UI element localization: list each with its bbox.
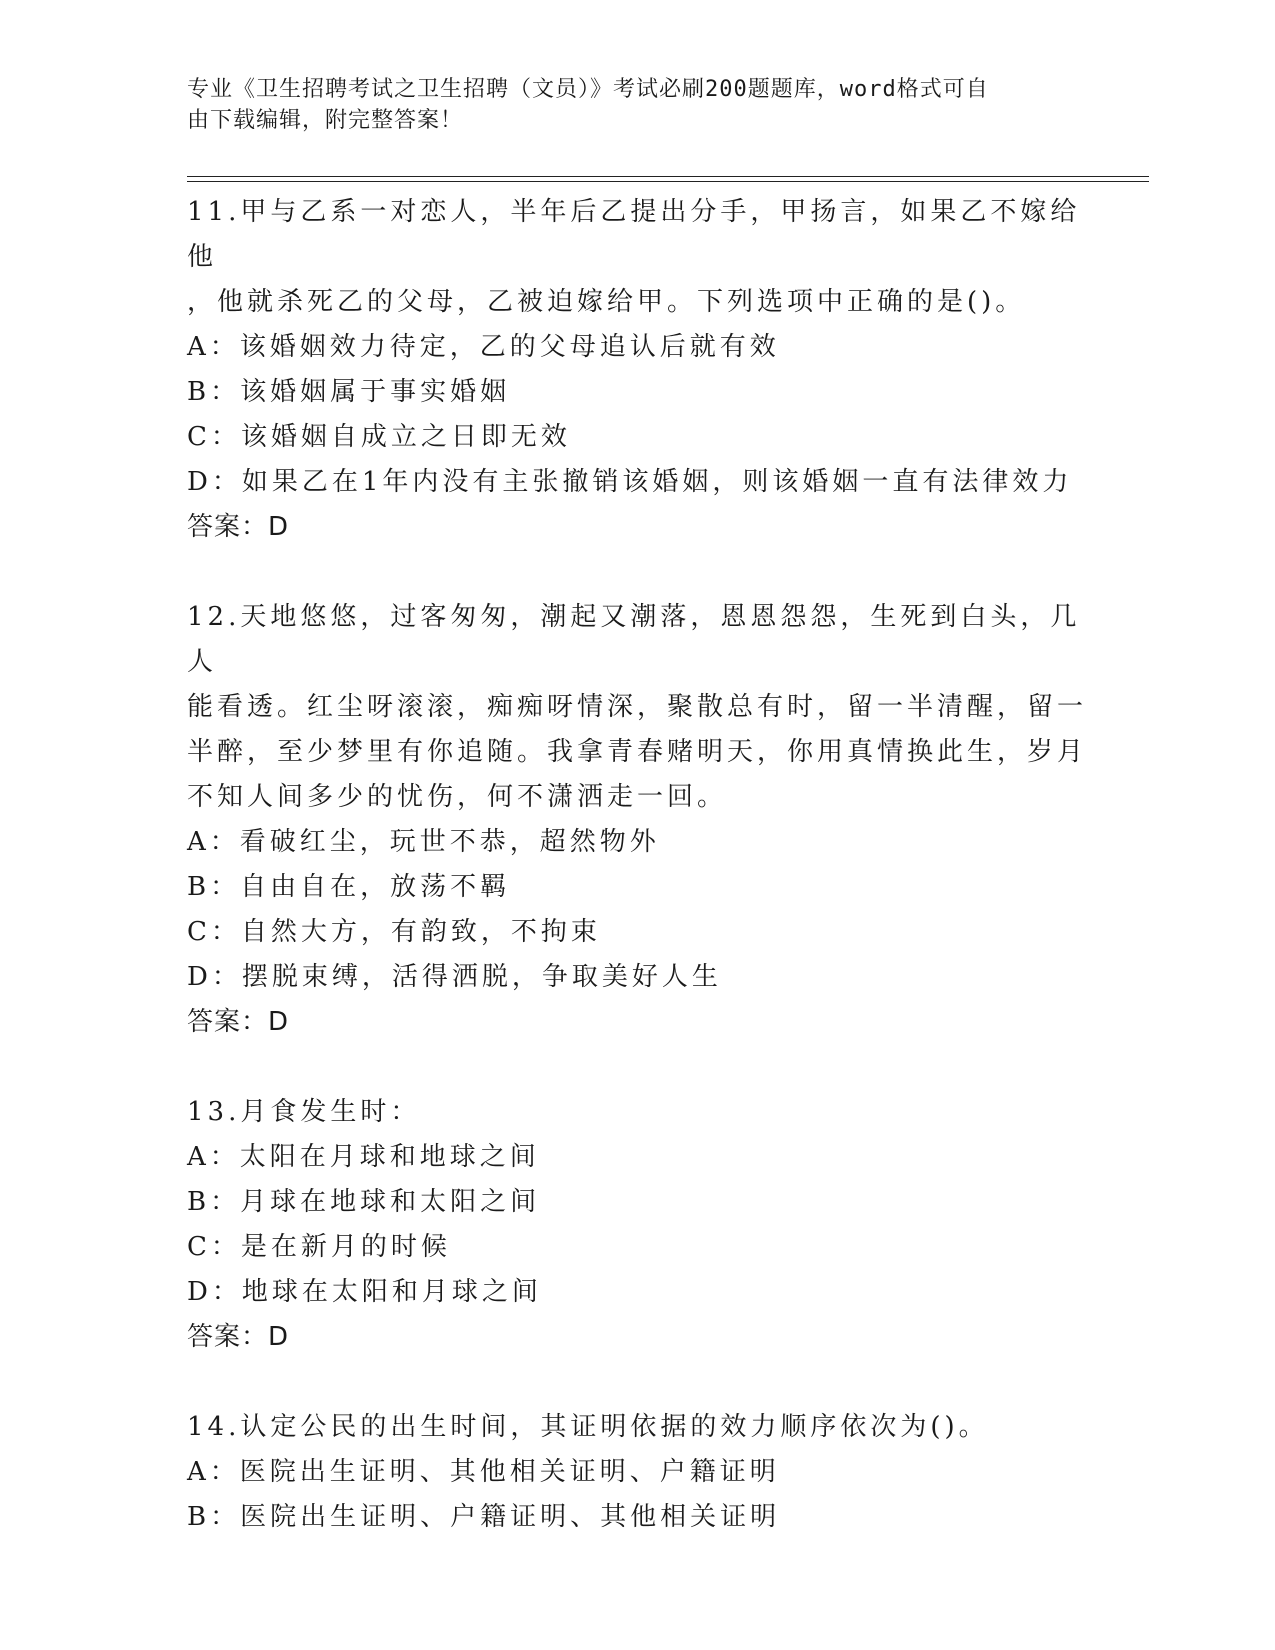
header-divider-bottom bbox=[187, 181, 1149, 182]
option-a: A：看破红尘，玩世不恭，超然物外 bbox=[187, 827, 660, 857]
option-b: B：医院出生证明、户籍证明、其他相关证明 bbox=[187, 1502, 781, 1532]
option-a: A：该婚姻效力待定，乙的父母追认后就有效 bbox=[187, 332, 780, 362]
question-stem-line: 能看透。红尘呀滚滚，痴痴呀情深，聚散总有时，留一半清醒，留一 bbox=[187, 692, 1088, 722]
header-line-1: 专业《卫生招聘考试之卫生招聘（文员）》考试必刷200题题库，word格式可自 bbox=[187, 77, 989, 102]
question-14 bbox=[187, 1405, 1087, 1540]
question-stem-line: 12.天地悠悠，过客匆匆，潮起又潮落，恩恩怨怨，生死到白头，几人 bbox=[187, 602, 1081, 677]
option-d: D：如果乙在1年内没有主张撤销该婚姻，则该婚姻一直有法律效力 bbox=[187, 467, 1073, 497]
question-13 bbox=[187, 1090, 1087, 1360]
question-stem-line: ，他就杀死乙的父母，乙被迫嫁给甲。下列选项中正确的是()。 bbox=[187, 287, 1026, 317]
option-c: C：该婚姻自成立之日即无效 bbox=[187, 422, 571, 452]
spacer bbox=[187, 550, 1087, 595]
question-list bbox=[187, 190, 1087, 1540]
document-header bbox=[187, 74, 1067, 136]
answer: 答案：D bbox=[187, 1322, 290, 1352]
header-line-2: 由下载编辑，附完整答案！ bbox=[187, 108, 464, 133]
spacer bbox=[187, 1360, 1087, 1405]
option-b: B：月球在地球和太阳之间 bbox=[187, 1187, 541, 1217]
answer: 答案：D bbox=[187, 1007, 290, 1037]
question-12 bbox=[187, 595, 1087, 1045]
question-stem-line: 11.甲与乙系一对恋人，半年后乙提出分手，甲扬言，如果乙不嫁给他 bbox=[187, 197, 1081, 272]
option-b: B：该婚姻属于事实婚姻 bbox=[187, 377, 511, 407]
question-stem-line: 13.月食发生时： bbox=[187, 1097, 421, 1127]
option-a: A：太阳在月球和地球之间 bbox=[187, 1142, 540, 1172]
question-stem-line: 半醉，至少梦里有你追随。我拿青春赌明天，你用真情换此生，岁月 bbox=[187, 737, 1088, 767]
option-c: C：自然大方，有韵致，不拘束 bbox=[187, 917, 601, 947]
question-stem-line: 14.认定公民的出生时间，其证明依据的效力顺序依次为()。 bbox=[187, 1412, 989, 1442]
question-stem-line: 不知人间多少的忧伤，何不潇洒走一回。 bbox=[187, 782, 728, 812]
option-d: D：摆脱束缚，活得洒脱，争取美好人生 bbox=[187, 962, 722, 992]
answer: 答案：D bbox=[187, 512, 290, 542]
option-a: A：医院出生证明、其他相关证明、户籍证明 bbox=[187, 1457, 780, 1487]
spacer bbox=[187, 1045, 1087, 1090]
question-11 bbox=[187, 190, 1087, 550]
option-c: C：是在新月的时候 bbox=[187, 1232, 451, 1262]
header-divider-top bbox=[187, 176, 1149, 177]
option-b: B：自由自在，放荡不羁 bbox=[187, 872, 511, 902]
option-d: D：地球在太阳和月球之间 bbox=[187, 1277, 542, 1307]
